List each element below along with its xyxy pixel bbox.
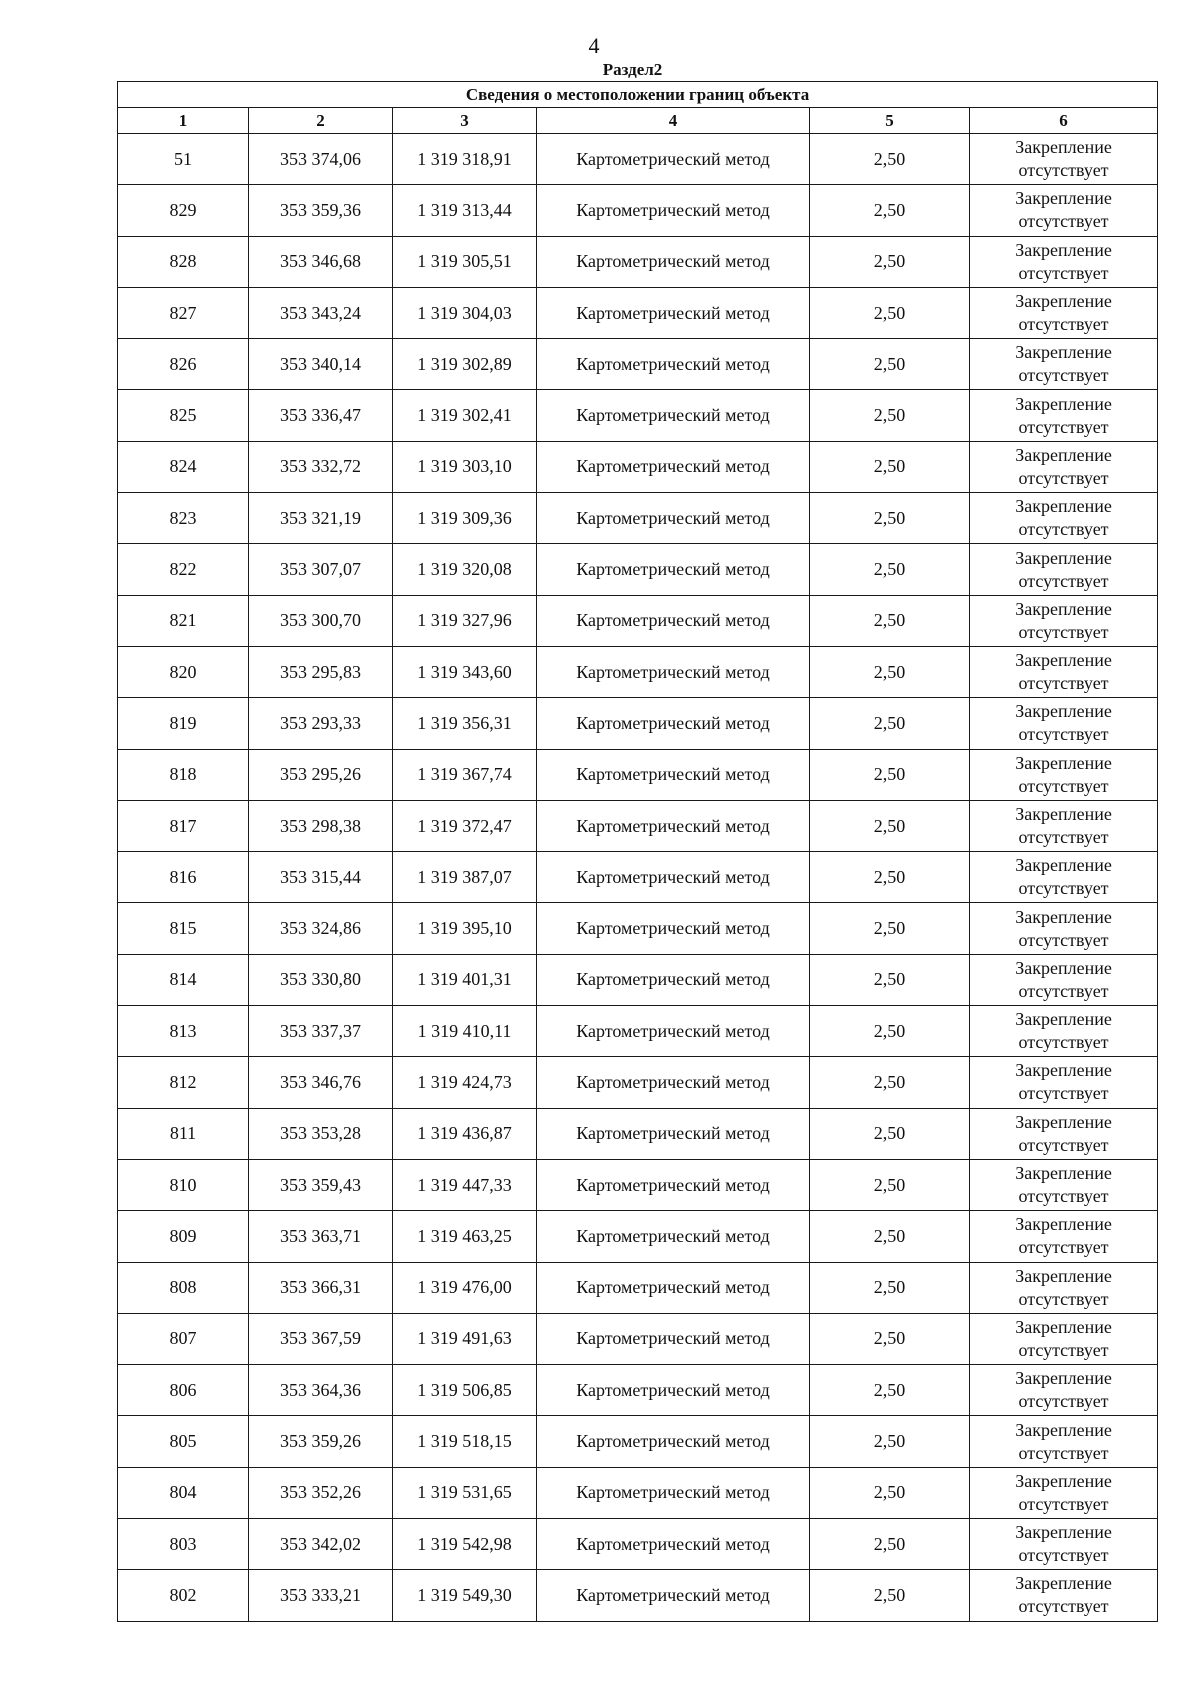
fixation-cell: Закрепление отсутствует — [970, 698, 1158, 749]
x-coordinate-cell: 353 295,26 — [249, 749, 393, 800]
y-coordinate-cell: 1 319 327,96 — [393, 595, 537, 646]
table-row — [118, 1262, 1158, 1313]
y-coordinate-cell: 1 319 401,31 — [393, 954, 537, 1005]
accuracy-cell: 2,50 — [810, 1108, 970, 1159]
fixation-cell: Закрепление отсутствует — [970, 1365, 1158, 1416]
y-coordinate-cell: 1 319 410,11 — [393, 1006, 537, 1057]
table-caption: Сведения о местоположении границ объекта — [118, 82, 1158, 108]
table-row — [118, 749, 1158, 800]
method-cell: Картометрический метод — [537, 544, 810, 595]
y-coordinate-cell: 1 319 313,44 — [393, 185, 537, 236]
table-row — [118, 1211, 1158, 1262]
point-number-cell: 804 — [118, 1467, 249, 1518]
method-cell: Картометрический метод — [537, 1313, 810, 1364]
column-number: 5 — [810, 108, 970, 134]
y-coordinate-cell: 1 319 318,91 — [393, 134, 537, 185]
accuracy-cell: 2,50 — [810, 1365, 970, 1416]
accuracy-cell: 2,50 — [810, 1467, 970, 1518]
fixation-cell: Закрепление отсутствует — [970, 1057, 1158, 1108]
point-number-cell: 816 — [118, 852, 249, 903]
table-row — [118, 646, 1158, 697]
fixation-cell: Закрепление отсутствует — [970, 1570, 1158, 1621]
y-coordinate-cell: 1 319 305,51 — [393, 236, 537, 287]
x-coordinate-cell: 353 359,36 — [249, 185, 393, 236]
point-number-cell: 828 — [118, 236, 249, 287]
point-number-cell: 821 — [118, 595, 249, 646]
method-cell: Картометрический метод — [537, 903, 810, 954]
x-coordinate-cell: 353 346,68 — [249, 236, 393, 287]
y-coordinate-cell: 1 319 356,31 — [393, 698, 537, 749]
table-row — [118, 698, 1158, 749]
fixation-cell: Закрепление отсутствует — [970, 1262, 1158, 1313]
table-row — [118, 544, 1158, 595]
x-coordinate-cell: 353 324,86 — [249, 903, 393, 954]
fixation-cell: Закрепление отсутствует — [970, 134, 1158, 185]
method-cell: Картометрический метод — [537, 339, 810, 390]
point-number-cell: 805 — [118, 1416, 249, 1467]
y-coordinate-cell: 1 319 424,73 — [393, 1057, 537, 1108]
method-cell: Картометрический метод — [537, 1211, 810, 1262]
x-coordinate-cell: 353 346,76 — [249, 1057, 393, 1108]
point-number-cell: 819 — [118, 698, 249, 749]
point-number-cell: 815 — [118, 903, 249, 954]
x-coordinate-cell: 353 321,19 — [249, 493, 393, 544]
accuracy-cell: 2,50 — [810, 1262, 970, 1313]
table-row — [118, 236, 1158, 287]
fixation-cell: Закрепление отсутствует — [970, 493, 1158, 544]
y-coordinate-cell: 1 319 367,74 — [393, 749, 537, 800]
method-cell: Картометрический метод — [537, 134, 810, 185]
column-number-row — [118, 108, 1158, 134]
method-cell: Картометрический метод — [537, 1570, 810, 1621]
table-row — [118, 800, 1158, 851]
fixation-cell: Закрепление отсутствует — [970, 1519, 1158, 1570]
method-cell: Картометрический метод — [537, 1365, 810, 1416]
x-coordinate-cell: 353 298,38 — [249, 800, 393, 851]
point-number-cell: 803 — [118, 1519, 249, 1570]
table-row — [118, 1159, 1158, 1210]
accuracy-cell: 2,50 — [810, 749, 970, 800]
accuracy-cell: 2,50 — [810, 1057, 970, 1108]
y-coordinate-cell: 1 319 302,41 — [393, 390, 537, 441]
method-cell: Картометрический метод — [537, 749, 810, 800]
x-coordinate-cell: 353 340,14 — [249, 339, 393, 390]
method-cell: Картометрический метод — [537, 236, 810, 287]
method-cell: Картометрический метод — [537, 493, 810, 544]
x-coordinate-cell: 353 307,07 — [249, 544, 393, 595]
table-row — [118, 1365, 1158, 1416]
column-number: 2 — [249, 108, 393, 134]
x-coordinate-cell: 353 352,26 — [249, 1467, 393, 1518]
accuracy-cell: 2,50 — [810, 1211, 970, 1262]
column-number: 1 — [118, 108, 249, 134]
fixation-cell: Закрепление отсутствует — [970, 185, 1158, 236]
accuracy-cell: 2,50 — [810, 852, 970, 903]
page-number: 4 — [588, 33, 600, 58]
y-coordinate-cell: 1 319 303,10 — [393, 441, 537, 492]
point-number-cell: 808 — [118, 1262, 249, 1313]
point-number-cell: 827 — [118, 287, 249, 338]
accuracy-cell: 2,50 — [810, 903, 970, 954]
table-row — [118, 1057, 1158, 1108]
method-cell: Картометрический метод — [537, 1262, 810, 1313]
accuracy-cell: 2,50 — [810, 544, 970, 595]
point-number-cell: 829 — [118, 185, 249, 236]
table-row — [118, 185, 1158, 236]
method-cell: Картометрический метод — [537, 595, 810, 646]
accuracy-cell: 2,50 — [810, 698, 970, 749]
method-cell: Картометрический метод — [537, 852, 810, 903]
table-row — [118, 954, 1158, 1005]
point-number-cell: 825 — [118, 390, 249, 441]
accuracy-cell: 2,50 — [810, 954, 970, 1005]
x-coordinate-cell: 353 337,37 — [249, 1006, 393, 1057]
method-cell: Картометрический метод — [537, 390, 810, 441]
y-coordinate-cell: 1 319 542,98 — [393, 1519, 537, 1570]
accuracy-cell: 2,50 — [810, 1006, 970, 1057]
point-number-cell: 809 — [118, 1211, 249, 1262]
fixation-cell: Закрепление отсутствует — [970, 1313, 1158, 1364]
table-body — [118, 134, 1158, 1622]
point-number-cell: 807 — [118, 1313, 249, 1364]
method-cell: Картометрический метод — [537, 185, 810, 236]
y-coordinate-cell: 1 319 304,03 — [393, 287, 537, 338]
method-cell: Картометрический метод — [537, 954, 810, 1005]
y-coordinate-cell: 1 319 309,36 — [393, 493, 537, 544]
accuracy-cell: 2,50 — [810, 134, 970, 185]
accuracy-cell: 2,50 — [810, 339, 970, 390]
accuracy-cell: 2,50 — [810, 1570, 970, 1621]
accuracy-cell: 2,50 — [810, 236, 970, 287]
table-row — [118, 134, 1158, 185]
fixation-cell: Закрепление отсутствует — [970, 339, 1158, 390]
point-number-cell: 824 — [118, 441, 249, 492]
x-coordinate-cell: 353 374,06 — [249, 134, 393, 185]
method-cell: Картометрический метод — [537, 1057, 810, 1108]
accuracy-cell: 2,50 — [810, 493, 970, 544]
y-coordinate-cell: 1 319 395,10 — [393, 903, 537, 954]
point-number-cell: 814 — [118, 954, 249, 1005]
point-number-cell: 818 — [118, 749, 249, 800]
x-coordinate-cell: 353 315,44 — [249, 852, 393, 903]
table-row — [118, 1006, 1158, 1057]
x-coordinate-cell: 353 336,47 — [249, 390, 393, 441]
fixation-cell: Закрепление отсутствует — [970, 1108, 1158, 1159]
accuracy-cell: 2,50 — [810, 1416, 970, 1467]
column-number: 6 — [970, 108, 1158, 134]
accuracy-cell: 2,50 — [810, 185, 970, 236]
table-row — [118, 1467, 1158, 1518]
x-coordinate-cell: 353 293,33 — [249, 698, 393, 749]
accuracy-cell: 2,50 — [810, 800, 970, 851]
accuracy-cell: 2,50 — [810, 1313, 970, 1364]
x-coordinate-cell: 353 300,70 — [249, 595, 393, 646]
point-number-cell: 806 — [118, 1365, 249, 1416]
table-row — [118, 852, 1158, 903]
column-number: 3 — [393, 108, 537, 134]
y-coordinate-cell: 1 319 549,30 — [393, 1570, 537, 1621]
y-coordinate-cell: 1 319 387,07 — [393, 852, 537, 903]
x-coordinate-cell: 353 342,02 — [249, 1519, 393, 1570]
x-coordinate-cell: 353 295,83 — [249, 646, 393, 697]
fixation-cell: Закрепление отсутствует — [970, 1416, 1158, 1467]
x-coordinate-cell: 353 332,72 — [249, 441, 393, 492]
table-row — [118, 595, 1158, 646]
fixation-cell: Закрепление отсутствует — [970, 1211, 1158, 1262]
fixation-cell: Закрепление отсутствует — [970, 236, 1158, 287]
accuracy-cell: 2,50 — [810, 595, 970, 646]
point-number-cell: 811 — [118, 1108, 249, 1159]
accuracy-cell: 2,50 — [810, 646, 970, 697]
y-coordinate-cell: 1 319 476,00 — [393, 1262, 537, 1313]
method-cell: Картометрический метод — [537, 1519, 810, 1570]
table-row — [118, 1519, 1158, 1570]
fixation-cell: Закрепление отсутствует — [970, 1159, 1158, 1210]
fixation-cell: Закрепление отсутствует — [970, 852, 1158, 903]
x-coordinate-cell: 353 364,36 — [249, 1365, 393, 1416]
accuracy-cell: 2,50 — [810, 1519, 970, 1570]
fixation-cell: Закрепление отсутствует — [970, 544, 1158, 595]
fixation-cell: Закрепление отсутствует — [970, 1006, 1158, 1057]
method-cell: Картометрический метод — [537, 441, 810, 492]
point-number-cell: 820 — [118, 646, 249, 697]
fixation-cell: Закрепление отсутствует — [970, 441, 1158, 492]
table-row — [118, 1108, 1158, 1159]
point-number-cell: 822 — [118, 544, 249, 595]
table-row — [118, 1570, 1158, 1621]
x-coordinate-cell: 353 359,43 — [249, 1159, 393, 1210]
column-number: 4 — [537, 108, 810, 134]
point-number-cell: 823 — [118, 493, 249, 544]
y-coordinate-cell: 1 319 518,15 — [393, 1416, 537, 1467]
point-number-cell: 51 — [118, 134, 249, 185]
fixation-cell: Закрепление отсутствует — [970, 1467, 1158, 1518]
y-coordinate-cell: 1 319 302,89 — [393, 339, 537, 390]
method-cell: Картометрический метод — [537, 646, 810, 697]
x-coordinate-cell: 353 343,24 — [249, 287, 393, 338]
table-row — [118, 339, 1158, 390]
x-coordinate-cell: 353 359,26 — [249, 1416, 393, 1467]
table-row — [118, 493, 1158, 544]
x-coordinate-cell: 353 333,21 — [249, 1570, 393, 1621]
y-coordinate-cell: 1 319 320,08 — [393, 544, 537, 595]
x-coordinate-cell: 353 367,59 — [249, 1313, 393, 1364]
table-row — [118, 1313, 1158, 1364]
y-coordinate-cell: 1 319 463,25 — [393, 1211, 537, 1262]
fixation-cell: Закрепление отсутствует — [970, 800, 1158, 851]
point-number-cell: 813 — [118, 1006, 249, 1057]
method-cell: Картометрический метод — [537, 1159, 810, 1210]
fixation-cell: Закрепление отсутствует — [970, 954, 1158, 1005]
section-title: Раздел2 — [602, 60, 663, 79]
table-row — [118, 1416, 1158, 1467]
y-coordinate-cell: 1 319 372,47 — [393, 800, 537, 851]
method-cell: Картометрический метод — [537, 698, 810, 749]
accuracy-cell: 2,50 — [810, 441, 970, 492]
table-row — [118, 441, 1158, 492]
table-row — [118, 390, 1158, 441]
fixation-cell: Закрепление отсутствует — [970, 287, 1158, 338]
y-coordinate-cell: 1 319 447,33 — [393, 1159, 537, 1210]
x-coordinate-cell: 353 353,28 — [249, 1108, 393, 1159]
y-coordinate-cell: 1 319 506,85 — [393, 1365, 537, 1416]
point-number-cell: 817 — [118, 800, 249, 851]
x-coordinate-cell: 353 366,31 — [249, 1262, 393, 1313]
point-number-cell: 810 — [118, 1159, 249, 1210]
y-coordinate-cell: 1 319 531,65 — [393, 1467, 537, 1518]
fixation-cell: Закрепление отсутствует — [970, 595, 1158, 646]
accuracy-cell: 2,50 — [810, 287, 970, 338]
method-cell: Картометрический метод — [537, 1467, 810, 1518]
method-cell: Картометрический метод — [537, 1416, 810, 1467]
x-coordinate-cell: 353 330,80 — [249, 954, 393, 1005]
accuracy-cell: 2,50 — [810, 1159, 970, 1210]
method-cell: Картометрический метод — [537, 1006, 810, 1057]
accuracy-cell: 2,50 — [810, 390, 970, 441]
y-coordinate-cell: 1 319 491,63 — [393, 1313, 537, 1364]
y-coordinate-cell: 1 319 343,60 — [393, 646, 537, 697]
method-cell: Картометрический метод — [537, 287, 810, 338]
point-number-cell: 812 — [118, 1057, 249, 1108]
point-number-cell: 826 — [118, 339, 249, 390]
y-coordinate-cell: 1 319 436,87 — [393, 1108, 537, 1159]
table-row — [118, 903, 1158, 954]
fixation-cell: Закрепление отсутствует — [970, 390, 1158, 441]
fixation-cell: Закрепление отсутствует — [970, 749, 1158, 800]
method-cell: Картометрический метод — [537, 1108, 810, 1159]
fixation-cell: Закрепление отсутствует — [970, 903, 1158, 954]
x-coordinate-cell: 353 363,71 — [249, 1211, 393, 1262]
table-row — [118, 287, 1158, 338]
method-cell: Картометрический метод — [537, 800, 810, 851]
point-number-cell: 802 — [118, 1570, 249, 1621]
boundary-coordinates-table — [117, 81, 1158, 1622]
fixation-cell: Закрепление отсутствует — [970, 646, 1158, 697]
